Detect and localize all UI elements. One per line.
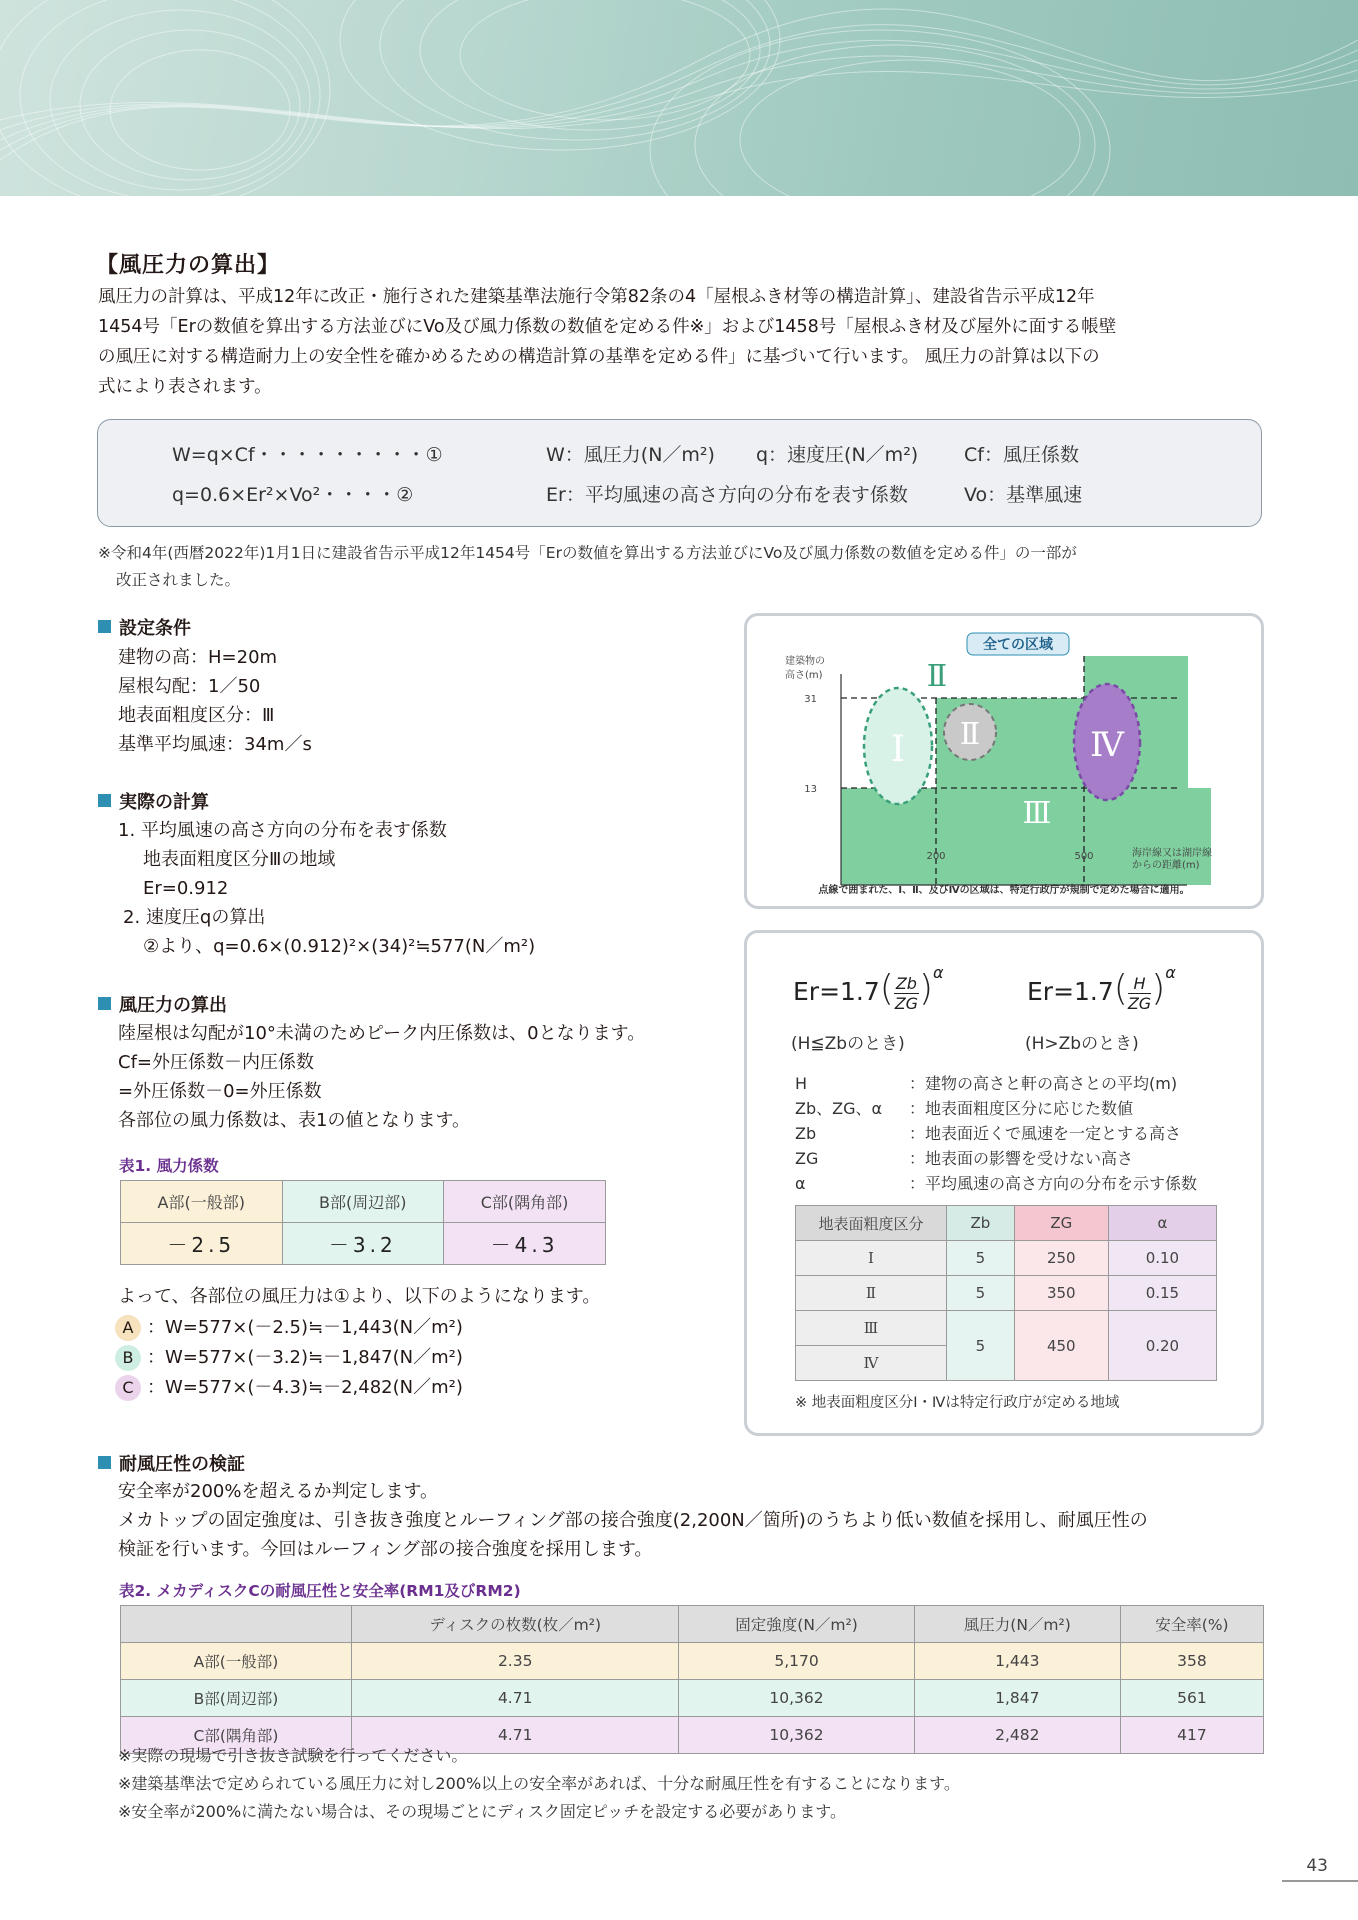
def-cf: Cf：風圧係数 [964,444,1079,466]
chart-ylabel-2: 高さ(m) [785,670,823,681]
chart-xtick-200: 200 [926,851,946,862]
table1-header-a: A部(一般部) [121,1181,283,1223]
roughness-zb: 5 [947,1241,1015,1276]
er-def-row: ZG ：地表面の影響を受けない高さ [795,1149,1134,1168]
verification-heading: 耐風圧性の検証 [98,1450,245,1476]
table1-wind-coefficient [120,1180,606,1265]
formula-velocity-pressure: q=0.6×Er²×Vo²・・・・② [172,484,414,506]
condition-height: 建物の高：H=20m [118,647,278,668]
intro-line: 式により表されます。 [98,377,272,397]
badge-c: C [115,1375,141,1401]
table2-header-discs: ディスクの枚数(枚／m²) [352,1606,679,1643]
verification-line: メカトップの固定強度は、引き抜き強度とルーフィング部の接合強度(2,200N／箇所)のうちより低い数値を採用し、耐風圧性の [118,1510,1148,1531]
footnote: ※建築基準法で定められている風圧力に対し200%以上の安全率があれば、十分な耐風圧性を有することになります。 [118,1774,960,1793]
roughness-zg: 350 [1014,1276,1108,1311]
intro-line: 1454号「Erの数値を算出する方法並びにVo及び風力係数の数値を定める件※」および1458号「屋根ふき材及び屋外に面する帳壁 [98,317,1117,337]
table2-cell: 417 [1120,1717,1263,1754]
wind-pressure-line: =外圧係数－0=外圧係数 [118,1081,322,1102]
table2-header-strength: 固定強度(N／m²) [679,1606,914,1643]
table2-cell: 10,362 [679,1680,914,1717]
calc-step-1-region: 地表面粗度区分Ⅲの地域 [143,849,336,870]
table1-header-b: B部(周辺部) [282,1181,444,1223]
chart-ytick-31: 31 [804,694,817,705]
chart-note: 点線で囲まれた、Ⅰ、Ⅱ、及びⅣの区域は、特定行政庁が規制で定めた場合に適用。 [818,885,1190,896]
chart-tag-text: 全ての区域 [983,637,1053,653]
table1-caption: 表1. 風力係数 [119,1157,219,1175]
table2-cell: 1,847 [914,1680,1120,1717]
verification-line: 安全率が200%を超えるか判定します。 [118,1481,439,1502]
section-title: 【風圧力の算出】 [96,253,281,278]
wind-pressure-line: 陸屋根は勾配が10°未満のためピーク内圧係数は、0となります。 [118,1023,646,1044]
wave-pattern-graphic [0,0,1358,196]
calc-step-1-er: Er=0.912 [143,878,229,899]
table2-cell: 561 [1120,1680,1263,1717]
page-number: 43 [1306,1856,1328,1876]
results-intro: よって、各部位の風圧力は①より、以下のようになります。 [118,1286,601,1307]
footnote: ※安全率が200%に満たない場合は、その現場ごとにディスク固定ピッチを設定する必要があります。 [118,1802,846,1821]
table2-cell: 4.71 [352,1680,679,1717]
chart-xlabel-1: 海岸線又は湖岸線 [1132,848,1212,859]
def-w: W：風圧力(N／m²) [546,444,715,466]
actual-calc-heading: 実際の計算 [98,788,209,814]
er-condition-high: (H>Zbのとき) [1025,1034,1139,1054]
condition-wind-speed: 基準平均風速：34m／s [118,734,312,755]
zone-3-label: Ⅲ [1022,796,1052,831]
er-condition-low: (H≦Zbのとき) [791,1034,905,1054]
er-formula-high: Er=1.7( $\frac{H}{ZG}$ )$^\alpha$ [1027,963,1176,1013]
table2-cell: 10,362 [679,1717,914,1754]
table2-header-pressure: 風圧力(N／m²) [914,1606,1120,1643]
zone-2-top-label: Ⅱ [926,659,948,694]
intro-line: の風圧に対する構造耐力上の安全性を確かめるための構造計算の基準を定める件」に基づいて行います。 風圧力の計算は以下の [98,347,1100,367]
zone-4-label: Ⅳ [1090,725,1124,765]
table1-value-b: －3.2 [282,1223,444,1265]
roughness-alpha: 0.10 [1108,1241,1216,1276]
table1-value-a: －2.5 [121,1223,283,1265]
wind-pressure-line: 各部位の風力係数は、表1の値となります。 [118,1110,471,1131]
intro-line: 風圧力の計算は、平成12年に改正・施行された建築基準法施行令第82条の4「屋根ふき材等の構造計算」、建設省告示平成12年 [98,287,1095,307]
roughness-alpha: 0.20 [1108,1311,1216,1381]
footnote: ※実際の現場で引き抜き試験を行ってください。 [118,1746,468,1765]
table2-row-label: C部(隅角部) [121,1717,352,1754]
er-formula-panel [744,930,1264,1436]
badge-a: A [115,1315,141,1341]
roughness-header-zb: Zb [947,1206,1015,1241]
chart-ylabel-1: 建築物の [785,656,825,667]
er-formula-low: Er=1.7( $\frac{Zb}{ZG}$ )$^\alpha$ [793,963,944,1013]
result-a: A ：W=577×(－2.5)≒－1,443(N／m²) [115,1313,463,1342]
table2-header-safety: 安全率(%) [1120,1606,1263,1643]
result-b: B ：W=577×(－3.2)≒－1,847(N／m²) [115,1343,463,1372]
def-er: Er：平均風速の高さ方向の分布を表す係数 [546,484,908,506]
roughness-zb: 5 [947,1276,1015,1311]
page-number-rule [1282,1880,1358,1882]
roughness-zone-chart [747,616,1261,906]
roughness-zg: 250 [1014,1241,1108,1276]
zone-2-label: Ⅱ [959,717,981,752]
conditions-list [118,643,312,759]
footnotes [118,1742,1268,1826]
formula-box [97,419,1262,527]
square-bullet-icon [98,1456,111,1469]
table2-caption: 表2. メカディスクCの耐風圧性と安全率(RM1及びRM2) [119,1582,521,1600]
table2-row-label: A部(一般部) [121,1643,352,1680]
chart-xtick-500: 500 [1074,851,1094,862]
roughness-table [795,1205,1217,1381]
table2-cell: 1,443 [914,1643,1120,1680]
square-bullet-icon [98,620,111,633]
calc-step-1: 1. 平均風速の高さ方向の分布を表す係数 [118,820,447,841]
roughness-alpha: 0.15 [1108,1276,1216,1311]
conditions-heading: 設定条件 [98,614,191,640]
er-def-row: α ：平均風速の高さ方向の分布を示す係数 [795,1174,1198,1193]
decorative-banner [0,0,1358,196]
verification-text [118,1477,1268,1564]
calc-step-2-result: ②より、q=0.6×(0.912)²×(34)²≒577(N／m²) [143,936,536,957]
result-c: C ：W=577×(－4.3)≒－2,482(N／m²) [115,1373,463,1402]
condition-slope: 屋根勾配：1／50 [118,676,261,697]
square-bullet-icon [98,794,111,807]
table2-row-label: B部(周辺部) [121,1680,352,1717]
condition-roughness: 地表面粗度区分：Ⅲ [118,705,275,726]
formula-wind-pressure: W=q×Cf・・・・・・・・・① [172,444,443,466]
roughness-zone-chart-panel [744,613,1264,909]
def-q: q：速度圧(N／m²) [756,444,919,466]
badge-b: B [115,1345,141,1371]
actual-calc-list [118,816,535,961]
revision-note [98,540,1278,594]
table2-cell: 4.71 [352,1717,679,1754]
roughness-note: ※ 地表面粗度区分Ⅰ・Ⅳは特定行政庁が定める地域 [795,1395,1120,1411]
results-list [115,1313,463,1402]
chart-ytick-13: 13 [804,784,817,795]
table2-cell: 358 [1120,1643,1263,1680]
er-definitions [795,1071,1197,1196]
wind-pressure-heading: 風圧力の算出 [98,991,227,1017]
table1-header-c: C部(隅角部) [444,1181,606,1223]
wind-pressure-text [118,1019,645,1135]
chart-xlabel-2: からの距離(m) [1132,860,1200,871]
roughness-class: Ⅱ [796,1276,947,1311]
calc-step-2: 2. 速度圧qの算出 [123,907,266,928]
square-bullet-icon [98,997,111,1010]
table1-value-c: －4.3 [444,1223,606,1265]
roughness-class: Ⅲ [796,1311,947,1346]
er-def-row: Zb、ZG、α ：地表面粗度区分に応じた数値 [795,1099,1134,1118]
zone-1-label: Ⅰ [890,729,906,770]
table2-cell: 5,170 [679,1643,914,1680]
roughness-header-class: 地表面粗度区分 [796,1206,947,1241]
table2-wind-resistance [120,1605,1264,1754]
revision-note-line: ※令和4年(西暦2022年)1月1日に建設省告示平成12年1454号「Erの数値を算出する方法並びにVo及び風力係数の数値を定める件」の一部が [98,544,1077,562]
def-vo: Vo：基準風速 [964,484,1083,506]
er-def-row: Zb ：地表面近くで風速を一定とする高さ [795,1124,1182,1143]
roughness-class: Ⅰ [796,1241,947,1276]
roughness-zb: 5 [947,1311,1015,1381]
wind-pressure-line: Cf=外圧係数－内圧係数 [118,1052,314,1073]
roughness-class: Ⅳ [796,1346,947,1381]
roughness-zg: 450 [1014,1311,1108,1381]
table2-cell: 2.35 [352,1643,679,1680]
verification-line: 検証を行います。今回はルーフィング部の接合強度を採用します。 [118,1539,653,1560]
er-def-row: H ：建物の高さと軒の高さとの平均(m) [795,1074,1178,1093]
table2-header-blank [121,1606,352,1643]
table2-cell: 2,482 [914,1717,1120,1754]
intro-paragraph [98,282,1278,402]
roughness-header-alpha: α [1108,1206,1216,1241]
roughness-header-zg: ZG [1014,1206,1108,1241]
revision-note-line: 改正されました。 [116,571,241,589]
